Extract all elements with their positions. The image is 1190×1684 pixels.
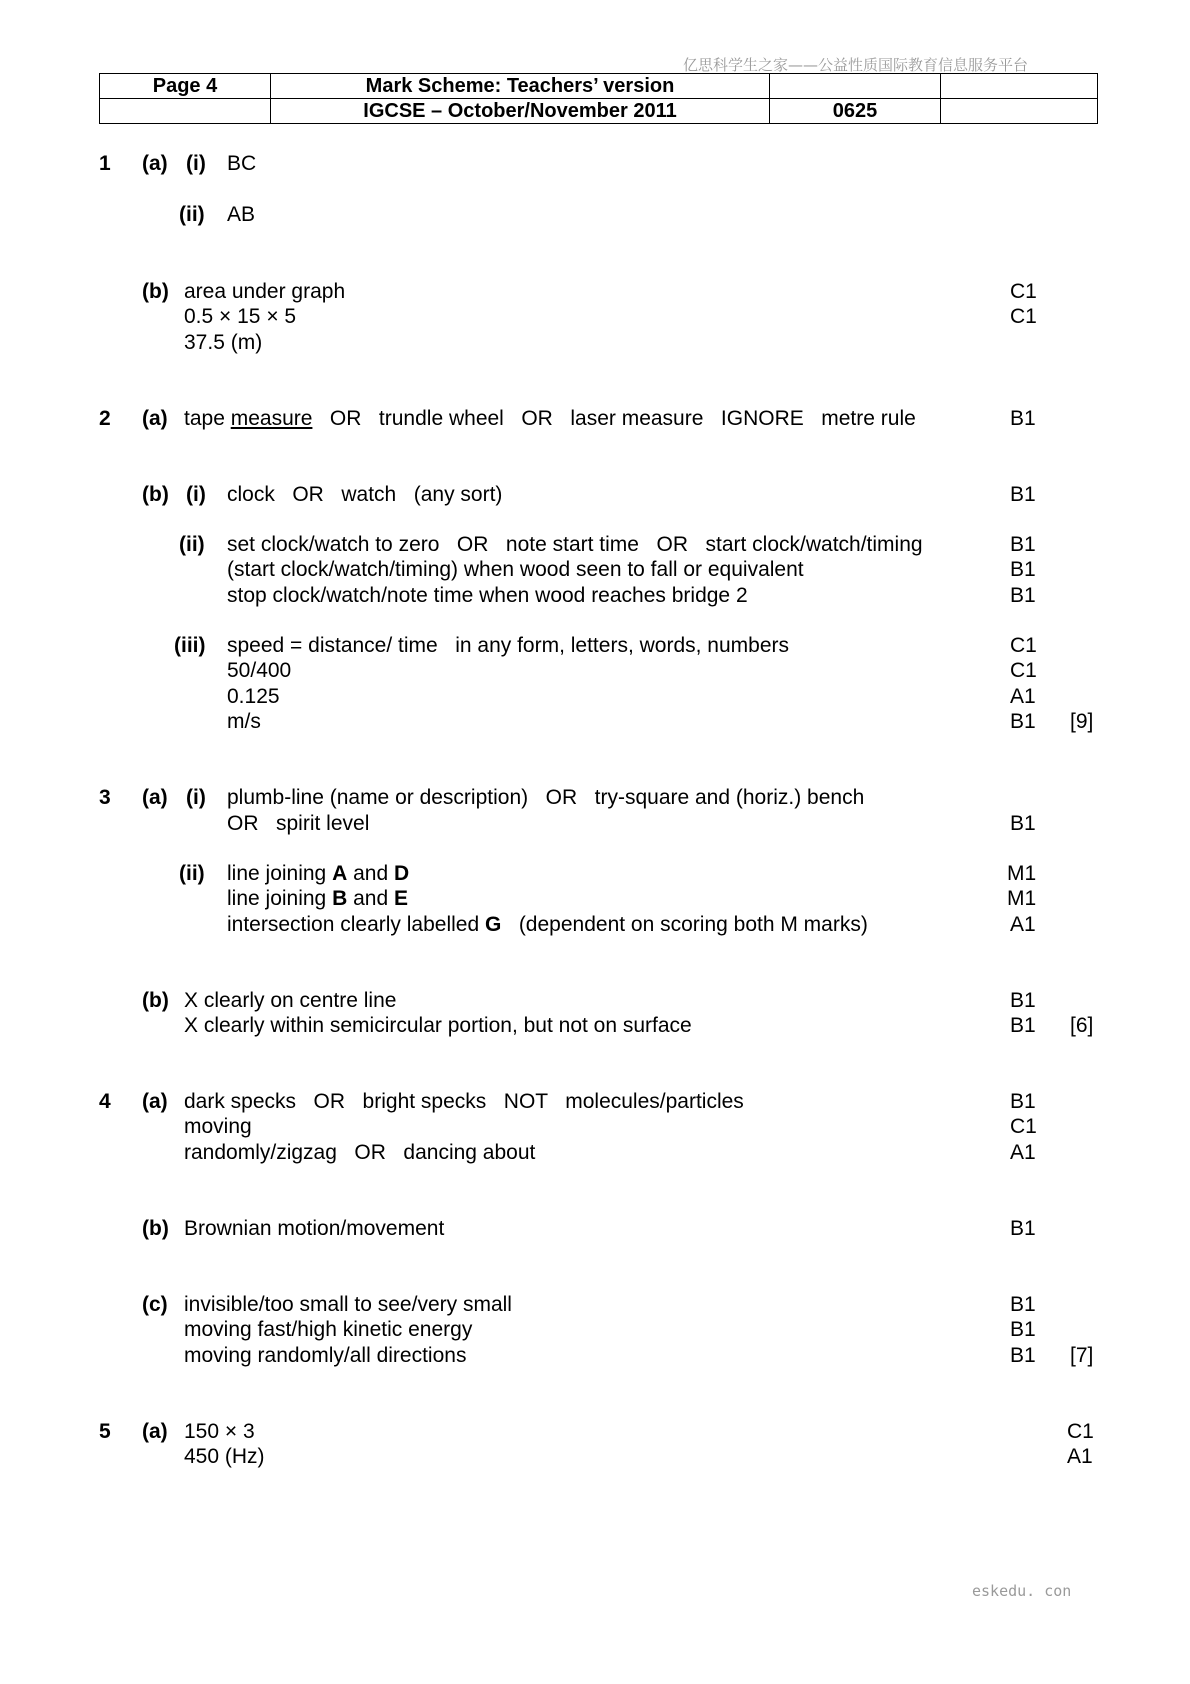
q2-b-i-answer: clock OR watch (any sort): [227, 483, 503, 506]
q3-a-ii-3-pre: intersection clearly labelled: [227, 913, 485, 936]
q4-total: [7]: [1070, 1344, 1094, 1367]
q3-a-ii-3-post: (dependent on scoring both M marks): [501, 913, 868, 936]
header-table: [99, 73, 1098, 124]
q5-a-line-2: 450 (Hz): [184, 1445, 265, 1468]
q3-number: 3: [99, 786, 111, 809]
q3-total: [6]: [1070, 1014, 1094, 1037]
q2-b-ii-line-1: set clock/watch to zero OR note start time OR start clock/watch/timing: [227, 533, 923, 556]
q5-part-a: (a): [142, 1420, 168, 1443]
q3-a-ii-mark-3: A1: [1010, 913, 1036, 936]
q3-a-ii-1-point-a: A: [332, 862, 348, 885]
header-blank-1: [770, 74, 941, 99]
q4-a-mark-1: B1: [1010, 1090, 1036, 1113]
q2-b-ii-mark-2: B1: [1010, 558, 1036, 581]
q3-part-b: (b): [142, 989, 169, 1012]
q1-a-i-answer: BC: [227, 152, 257, 175]
q2-a-pre: tape: [184, 407, 231, 430]
q2-a-mark: B1: [1010, 407, 1036, 430]
header-code: 0625: [770, 99, 941, 124]
q4-a-line-3: randomly/zigzag OR dancing about: [184, 1141, 536, 1164]
q3-b-line-2: X clearly within semicircular portion, but not on surface: [184, 1014, 692, 1037]
q3-a-ii-line-2: [227, 886, 408, 911]
q4-a-line-1: dark specks OR bright specks NOT molecules/particles: [184, 1090, 744, 1113]
header-blank-4: [941, 99, 1098, 124]
q4-part-b: (b): [142, 1217, 169, 1240]
q5-number: 5: [99, 1420, 111, 1443]
q2-part-b-ii: (ii): [179, 533, 205, 556]
q2-b-iii-mark-3: A1: [1010, 685, 1036, 708]
q2-number: 2: [99, 407, 111, 430]
q1-b-line-3: 37.5 (m): [184, 331, 263, 354]
q1-a-ii-answer: AB: [227, 203, 256, 226]
q3-part-a: (a): [142, 786, 168, 809]
q3-a-ii-2-point-b: B: [332, 887, 348, 910]
q3-a-i-line-1: plumb-line (name or description) OR try-square and (horiz.) bench: [227, 786, 865, 809]
q3-a-ii-mark-2: M1: [1007, 887, 1037, 910]
q3-a-i-mark: B1: [1010, 812, 1036, 835]
q4-part-a: (a): [142, 1090, 168, 1113]
q5-a-mark-2: A1: [1067, 1445, 1093, 1468]
q4-a-mark-3: A1: [1010, 1141, 1036, 1164]
q2-a-answer: [184, 406, 916, 431]
q4-a-mark-2: C1: [1010, 1115, 1037, 1138]
q1-b-mark-1: C1: [1010, 280, 1037, 303]
q1-part-a-ii: (ii): [179, 203, 205, 226]
q2-b-iii-mark-2: C1: [1010, 659, 1037, 682]
q2-b-iii-mark-4: B1: [1010, 710, 1036, 733]
q4-a-line-2: moving: [184, 1115, 252, 1138]
q3-part-a-ii: (ii): [179, 862, 205, 885]
q2-b-ii-line-2: (start clock/watch/timing) when wood seen to fall or equivalent: [227, 558, 804, 581]
footer-watermark: eskedu. con: [972, 1582, 1072, 1600]
q2-b-ii-mark-3: B1: [1010, 584, 1036, 607]
q3-b-mark-1: B1: [1010, 989, 1036, 1012]
q2-a-underlined: measure: [230, 407, 313, 430]
q2-b-ii-mark-1: B1: [1010, 533, 1036, 556]
q4-c-mark-2: B1: [1010, 1318, 1036, 1341]
q1-b-mark-2: C1: [1010, 305, 1037, 328]
q4-part-c: (c): [142, 1293, 168, 1316]
q1-part-a: (a): [142, 152, 168, 175]
q4-c-line-3: moving randomly/all directions: [184, 1344, 467, 1367]
q2-b-iii-line-2: 50/400: [227, 659, 292, 682]
q4-c-line-1: invisible/too small to see/very small: [184, 1293, 512, 1316]
q4-c-line-2: moving fast/high kinetic energy: [184, 1318, 473, 1341]
q2-b-iii-line-1: speed = distance/ time in any form, letters, words, numbers: [227, 634, 789, 657]
watermark: 亿思科学生之家——公益性质国际教育信息服务平台: [683, 56, 1029, 74]
q4-c-mark-1: B1: [1010, 1293, 1036, 1316]
q3-a-ii-line-3: [227, 912, 868, 937]
header-title: Mark Scheme: Teachers’ version: [271, 74, 770, 99]
header-exam: IGCSE – October/November 2011: [271, 99, 770, 124]
header-page: Page 4: [100, 74, 271, 99]
q5-a-line-1: 150 × 3: [184, 1420, 255, 1443]
q3-a-ii-1-pre: line joining: [227, 862, 333, 885]
q2-b-i-mark: B1: [1010, 483, 1036, 506]
q3-a-i-line-2: OR spirit level: [227, 812, 370, 835]
q5-a-mark-1: C1: [1067, 1420, 1094, 1443]
q1-part-b: (b): [142, 280, 169, 303]
q2-total: [9]: [1070, 710, 1094, 733]
header-blank-2: [941, 74, 1098, 99]
q2-a-post: OR trundle wheel OR laser measure IGNORE metre rule: [312, 407, 916, 430]
q2-part-b-i: (i): [186, 483, 206, 506]
q1-part-a-i: (i): [186, 152, 206, 175]
q3-a-ii-3-point-g: G: [484, 913, 502, 936]
q2-b-iii-mark-1: C1: [1010, 634, 1037, 657]
q2-b-ii-line-3: stop clock/watch/note time when wood reaches bridge 2: [227, 584, 748, 607]
q3-a-ii-1-mid: and: [347, 862, 394, 885]
q2-b-iii-line-3: 0.125: [227, 685, 280, 708]
q3-part-a-i: (i): [186, 786, 206, 809]
q1-b-line-1: area under graph: [184, 280, 346, 303]
q3-b-mark-2: B1: [1010, 1014, 1036, 1037]
q2-part-b: (b): [142, 483, 169, 506]
q2-b-iii-line-4: m/s: [227, 710, 261, 733]
q4-c-mark-3: B1: [1010, 1344, 1036, 1367]
q4-b-line-1: Brownian motion/movement: [184, 1217, 445, 1240]
q3-a-ii-2-point-e: E: [393, 887, 408, 910]
q1-b-line-2: 0.5 × 15 × 5: [184, 305, 297, 328]
header-blank-3: [100, 99, 271, 124]
q3-a-ii-mark-1: M1: [1007, 862, 1037, 885]
q3-a-ii-line-1: [227, 861, 409, 886]
q3-a-ii-2-pre: line joining: [227, 887, 333, 910]
q1-number: 1: [99, 152, 111, 175]
q4-b-mark: B1: [1010, 1217, 1036, 1240]
q2-part-a: (a): [142, 407, 168, 430]
q3-a-ii-1-point-d: D: [393, 862, 410, 885]
q3-a-ii-2-mid: and: [347, 887, 394, 910]
q4-number: 4: [99, 1090, 111, 1113]
q3-b-line-1: X clearly on centre line: [184, 989, 397, 1012]
q2-part-b-iii: (iii): [174, 634, 206, 657]
